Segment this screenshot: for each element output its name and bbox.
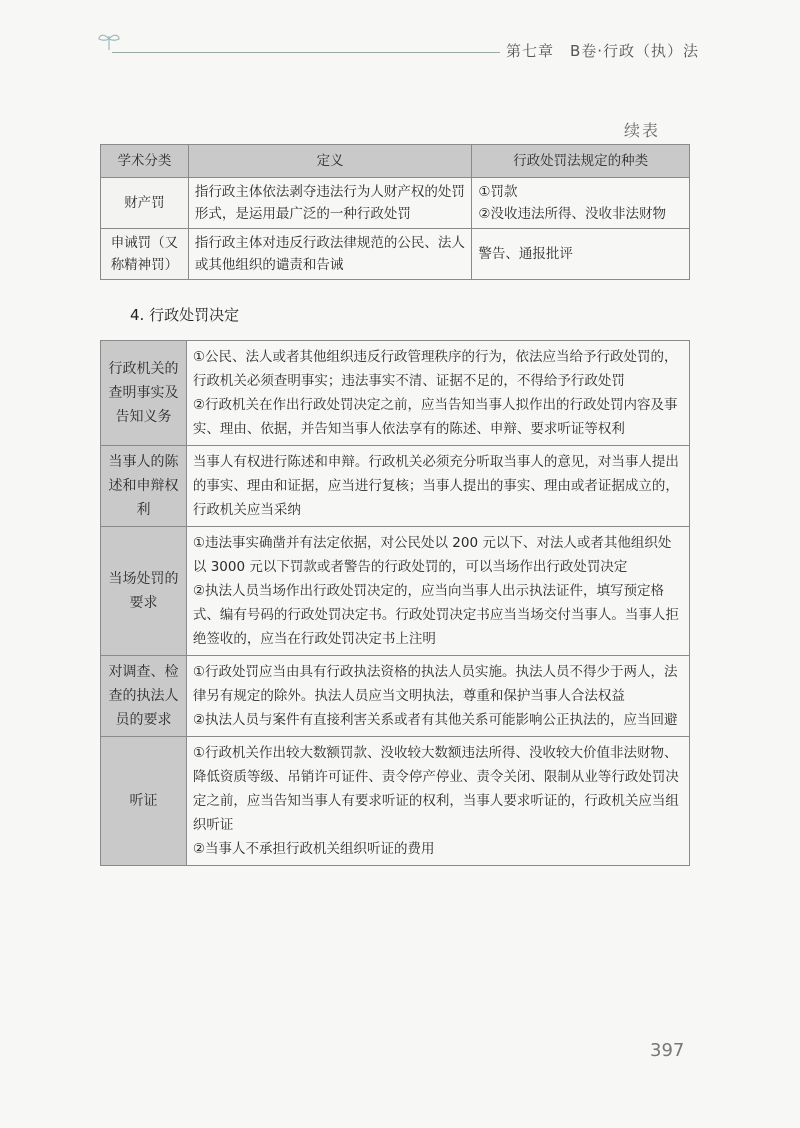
row-label: 行政机关的查明事实及告知义务 — [101, 341, 187, 446]
column-header: 学术分类 — [101, 145, 189, 178]
row-label: 当事人的陈述和申辩权利 — [101, 446, 187, 527]
chapter-title: 第七章 B卷·行政（执）法 — [506, 42, 700, 60]
continued-label: 续表 — [624, 121, 661, 140]
row-content — [186, 527, 689, 656]
row-label: 听证 — [101, 737, 187, 866]
content-paragraph: ①行政处罚应当由具有行政执法资格的执法人员实施。执法人员不得少于两人，法律另有规定的除外。执法人员应当文明执法，尊重和保护当事人合法权益 — [192, 664, 678, 704]
row-content — [186, 737, 689, 866]
header-rule — [112, 52, 500, 53]
table-row — [101, 527, 690, 656]
types-cell — [472, 229, 690, 280]
content-paragraph: ②执法人员与案件有直接利害关系或者有其他关系可能影响公正执法的，应当回避 — [192, 712, 678, 728]
row-content — [186, 656, 689, 737]
penalty-decision-table — [100, 340, 690, 866]
page-number: 397 — [650, 1040, 685, 1061]
table-row — [101, 737, 690, 866]
table-header-row — [101, 145, 690, 178]
type-item: 警告、通报批评 — [478, 246, 573, 262]
table-row — [101, 341, 690, 446]
table-row — [101, 656, 690, 737]
content-paragraph: ②执法人员当场作出行政处罚决定的，应当向当事人出示执法证件，填写预定格式、编有号码的行政处罚决定书。行政处罚决定书应当当场交付当事人。当事人拒绝签收的，应当在行政处罚决定书上注明 — [192, 583, 679, 647]
content-paragraph: ②当事人不承担行政机关组织听证的费用 — [192, 841, 435, 857]
content-paragraph: ①行政机关作出较大数额罚款、没收较大数额违法所得、没收较大价值非法财物、降低资质等级、吊销许可证件、责令停产停业、责令关闭、限制从业等行政处罚决定之前，应当告知当事人有要求听证的权利，当事人要求听证的，行政机关应当组织听证 — [192, 745, 679, 833]
section-heading: 4. 行政处罚决定 — [130, 306, 240, 324]
content-paragraph: ①违法事实确凿并有法定依据，对公民处以 200 元以下、对法人或者其他组织处以 3000 元以下罚款或者警告的行政处罚的，可以当场作出行政处罚决定 — [192, 535, 672, 575]
row-content — [186, 446, 689, 527]
table-row — [101, 229, 690, 280]
row-label: 当场处罚的要求 — [101, 527, 187, 656]
column-header: 行政处罚法规定的种类 — [472, 145, 690, 178]
definition-cell: 指行政主体对违反行政法律规范的公民、法人或其他组织的谴责和告诫 — [188, 229, 471, 280]
row-content — [186, 341, 689, 446]
types-cell — [472, 178, 690, 229]
content-paragraph: ②行政机关在作出行政处罚决定之前，应当告知当事人拟作出的行政处罚内容及事实、理由、依据，并告知当事人依法享有的陈述、申辩、要求听证等权利 — [192, 397, 678, 437]
content-paragraph: ①公民、法人或者其他组织违反行政管理秩序的行为，依法应当给予行政处罚的，行政机关必须查明事实；违法事实不清、证据不足的，不得给予行政处罚 — [192, 349, 678, 389]
content-paragraph: 当事人有权进行陈述和申辩。行政机关必须充分听取当事人的意见，对当事人提出的事实、理由和证据，应当进行复核；当事人提出的事实、理由或者证据成立的，行政机关应当采纳 — [192, 454, 679, 518]
table-row — [101, 446, 690, 527]
category-cell: 申诫罚（又称精神罚） — [101, 229, 189, 280]
penalty-types-table — [100, 144, 690, 280]
row-label: 对调查、检查的执法人员的要求 — [101, 656, 187, 737]
type-item: ①罚款 — [478, 184, 518, 200]
type-item: ②没收违法所得、没收非法财物 — [478, 206, 666, 222]
definition-cell: 指行政主体依法剥夺违法行为人财产权的处罚形式，是运用最广泛的一种行政处罚 — [188, 178, 471, 229]
table-row — [101, 178, 690, 229]
column-header: 定义 — [188, 145, 471, 178]
category-cell: 财产罚 — [101, 178, 189, 229]
leaf-icon — [96, 30, 122, 52]
